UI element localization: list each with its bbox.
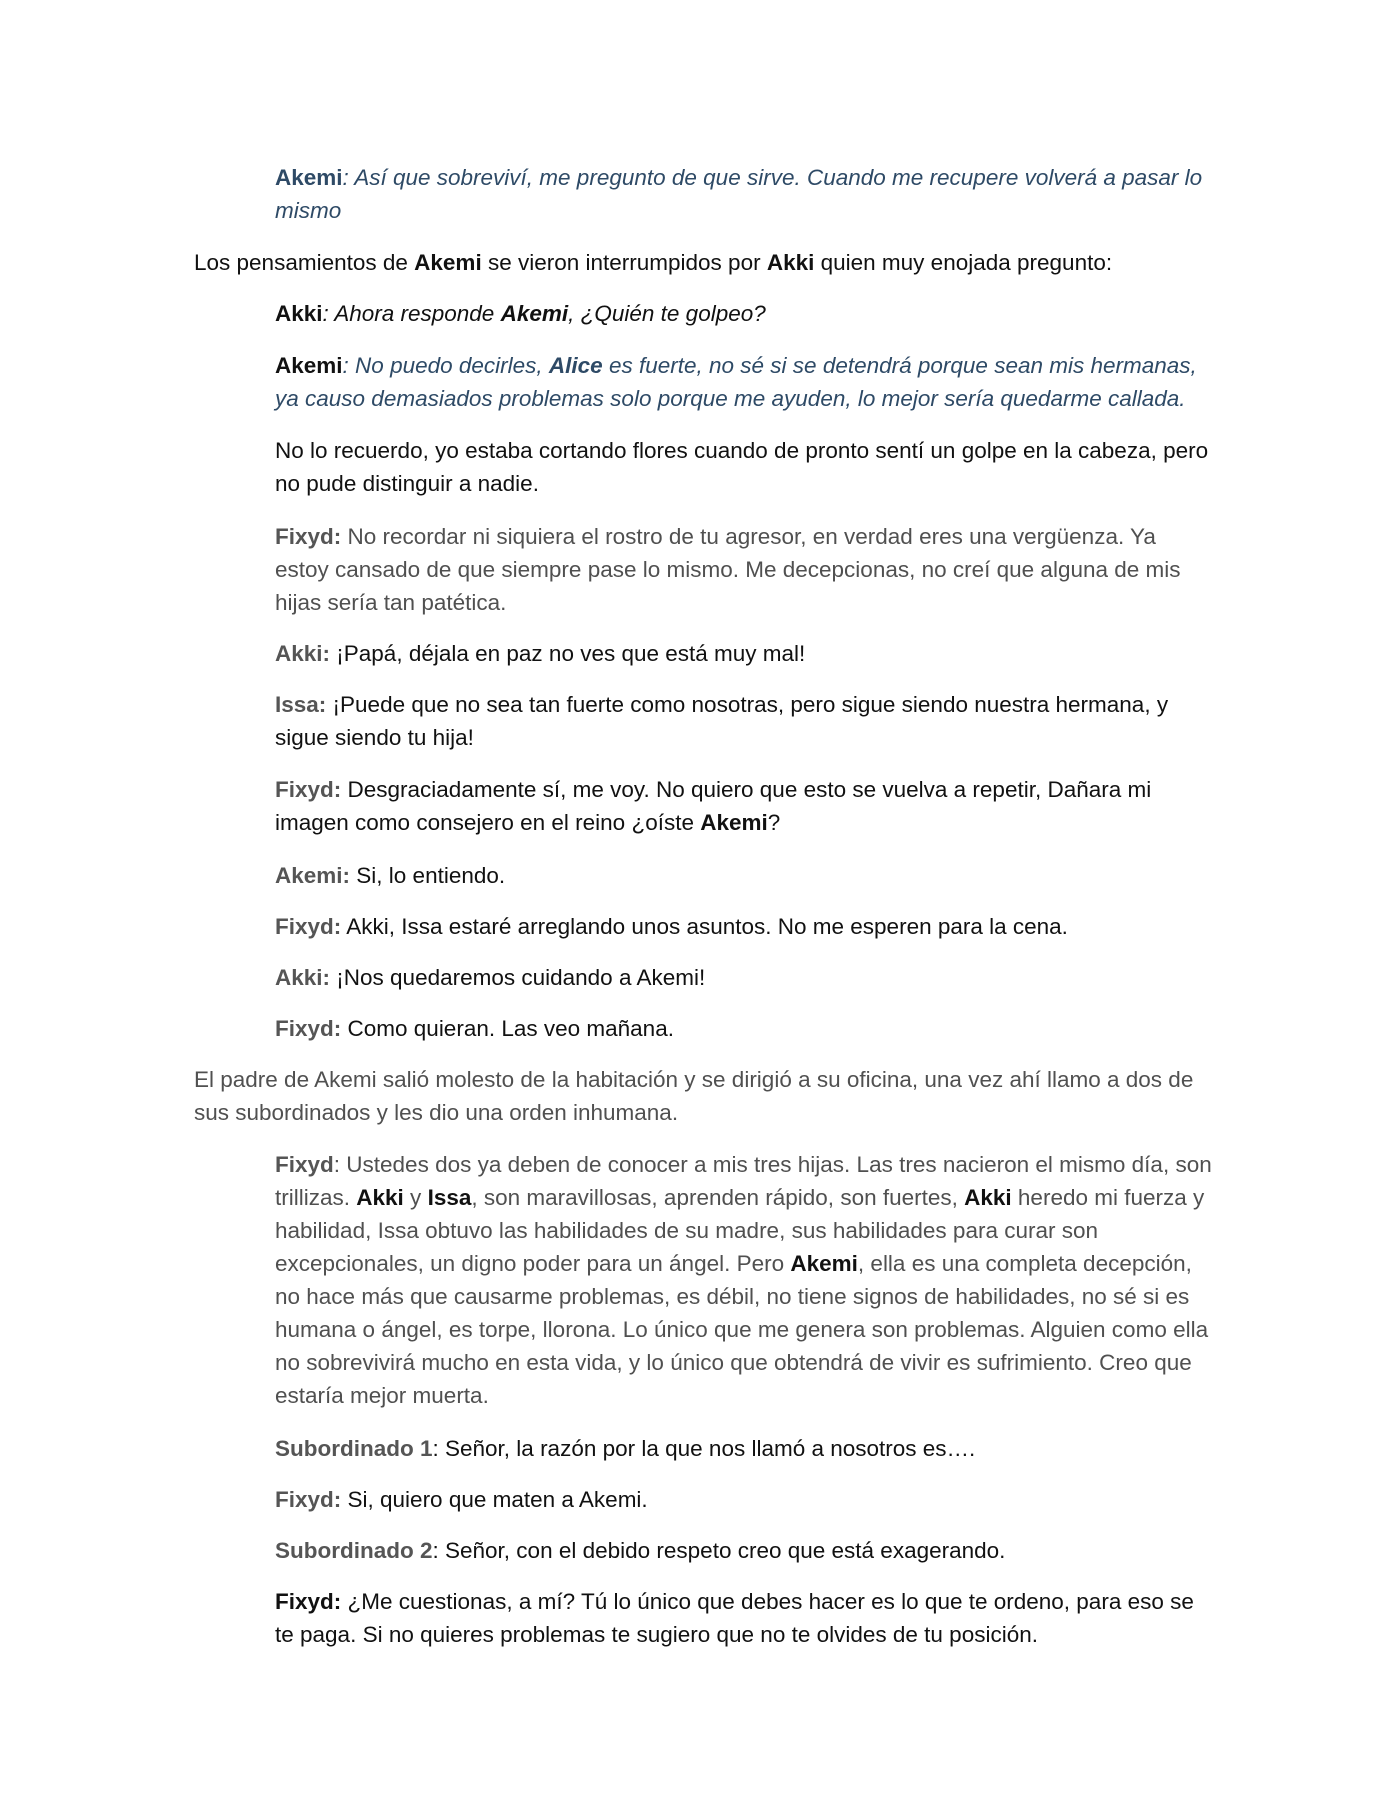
dialogue-text: : Señor, la razón por la que nos llamó a nosotros es….: [432, 1436, 976, 1461]
speaker-name: Fixyd:: [275, 1589, 342, 1614]
speaker-name: Akemi:: [275, 863, 351, 888]
name-bold: Issa: [427, 1185, 472, 1210]
dialogue-text: ¡Papá, déjala en paz no ves que está muy mal!: [330, 641, 806, 666]
dialogue-text: Si, lo entiendo.: [350, 863, 506, 888]
dialogue-text: ¡Puede que no sea tan fuerte como nosotras, pero sigue siendo nuestra hermana, y sigue siendo tu hija!: [275, 692, 1169, 750]
dialogue-text: Desgraciadamente sí, me voy. No quiero que esto se vuelva a repetir, Dañara mi imagen como consejero en el reino ¿oíste: [275, 777, 1152, 835]
speaker-name: Akemi: [275, 353, 343, 378]
name-bold: Akemi: [700, 810, 768, 835]
speaker-name: Subordinado 2: [275, 1538, 433, 1563]
narration-text: Los pensamientos de: [194, 250, 415, 275]
paragraph-fixyd-5: [275, 1483, 1215, 1516]
dialogue-text: Akki, Issa estaré arreglando unos asuntos. No me esperen para la cena.: [341, 914, 1068, 939]
paragraph-fixyd-6: [275, 1585, 1215, 1651]
speaker-name: Issa:: [275, 692, 327, 717]
dialogue-text: , ¿Quién te golpeo?: [568, 301, 766, 326]
paragraph-fixyd-1: [275, 520, 1215, 619]
paragraph-issa-1: [275, 688, 1215, 754]
paragraph-narration-2: [194, 1063, 1214, 1129]
paragraph-fixyd-4: [275, 1012, 1215, 1045]
paragraph-subordinado-2: [275, 1534, 1215, 1567]
dialogue-text: : Ahora responde: [322, 301, 501, 326]
dialogue-text: No recordar ni siquiera el rostro de tu agresor, en verdad eres una vergüenza. Ya estoy cansado de que siempre pase lo mismo. Me decepcionas, no creí que alguna de mis hijas sería tan patética.: [275, 524, 1181, 615]
narration-text: se vieron interrumpidos por: [481, 250, 767, 275]
dialogue-text: Si, quiero que maten a Akemi.: [341, 1487, 648, 1512]
paragraph-akemi-thought-1: [275, 161, 1215, 227]
narration-text: El padre de Akemi salió molesto de la habitación y se dirigió a su oficina, una vez ahí llamo a dos de sus subordinados y les dio una orden inhumana.: [194, 1067, 1194, 1125]
speaker-name: Fixyd:: [275, 1016, 342, 1041]
speaker-name: Fixyd:: [275, 777, 342, 802]
name-bold: Akemi: [414, 250, 482, 275]
speaker-name: Akki:: [275, 965, 331, 990]
speaker-name: Fixyd: [275, 1152, 334, 1177]
name-bold: Akki: [356, 1185, 404, 1210]
paragraph-akki-2: [275, 961, 1215, 994]
speaker-name: Fixyd:: [275, 914, 342, 939]
paragraph-fixyd-3: [275, 910, 1215, 943]
dialogue-text: y: [403, 1185, 428, 1210]
name-bold: Alice: [548, 353, 603, 378]
paragraph-narration-1: [194, 246, 1214, 279]
narration-text: quien muy enojada pregunto:: [814, 250, 1113, 275]
dialogue-text: Como quieran. Las veo mañana.: [341, 1016, 674, 1041]
paragraph-akemi-thought-2: [275, 349, 1215, 415]
speaker-name: Akki:: [275, 641, 331, 666]
dialogue-text: No lo recuerdo, yo estaba cortando flores cuando de pronto sentí un golpe en la cabeza, pero no pude distinguir a nadie.: [275, 438, 1209, 496]
paragraph-fixyd-monologue: [275, 1148, 1215, 1412]
name-bold: Akki: [766, 250, 815, 275]
speaker-name: Subordinado 1: [275, 1436, 433, 1461]
dialogue-text: ¿Me cuestionas, a mí? Tú lo único que debes hacer es lo que te ordeno, para eso se te paga. Si no quieres problemas te sugiero que no te olvides de tu posición.: [275, 1589, 1194, 1647]
dialogue-text: : No puedo decirles,: [342, 353, 549, 378]
name-bold: Akki: [964, 1185, 1012, 1210]
speaker-name: Fixyd:: [275, 1487, 342, 1512]
paragraph-subordinado-1: [275, 1432, 1215, 1465]
paragraph-akki-1: [275, 637, 1215, 670]
name-bold: Akemi: [500, 301, 569, 326]
dialogue-text: es fuerte, no sé si se detendrá porque sean mis hermanas, ya causo demasiados problemas solo porque me ayuden, lo mejor sería quedarme callada.: [275, 353, 1197, 411]
dialogue-text: : Ustedes dos ya deben de conocer a mis tres hijas. Las tres nacieron el mismo día, son trillizas.: [275, 1152, 1212, 1210]
dialogue-text: ¡Nos quedaremos cuidando a Akemi!: [330, 965, 706, 990]
dialogue-text: ?: [767, 810, 781, 835]
paragraph-akemi-2: [275, 859, 1215, 892]
paragraph-akemi-reply: [275, 434, 1215, 500]
speaker-name: Fixyd:: [275, 524, 342, 549]
paragraph-akki-question: [275, 297, 1215, 330]
dialogue-text: , son maravillosas, aprenden rápido, son fuertes,: [471, 1185, 965, 1210]
dialogue-text: : Señor, con el debido respeto creo que está exagerando.: [432, 1538, 1006, 1563]
dialogue-text: heredo mi fuerza y habilidad, Issa obtuvo las habilidades de su madre, sus habilidades para curar son excepcionales, un digno poder para un ángel. Pero: [275, 1185, 1205, 1276]
speaker-name: Akki: [275, 301, 323, 326]
name-bold: Akemi: [790, 1251, 858, 1276]
dialogue-text: : Así que sobreviví, me pregunto de que sirve. Cuando me recupere volverá a pasar lo mismo: [275, 165, 1203, 223]
speaker-name: Akemi: [275, 165, 343, 190]
paragraph-fixyd-2: [275, 773, 1215, 839]
dialogue-text: , ella es una completa decepción, no hace más que causarme problemas, es débil, no tiene signos de habilidades, no sé si es humana o ángel, es torpe, llorona. Lo único que me genera son problemas. Alguien como ella no sobrevivirá mucho en esta vida, y lo único que obtendrá de vivir es sufrimiento. Creo que estaría mejor muerta.: [275, 1251, 1209, 1408]
